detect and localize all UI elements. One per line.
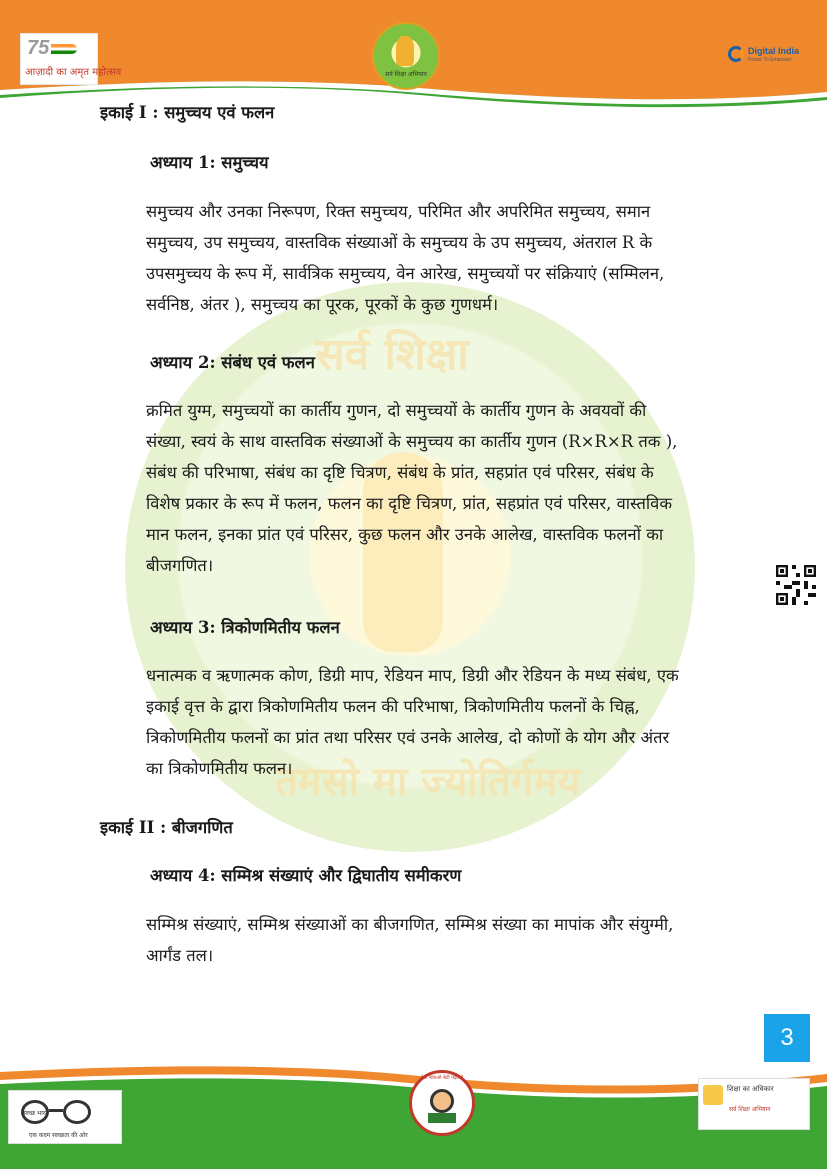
body-line: समुच्चय और उनका निरूपण, रिक्त समुच्चय, परिमित और अपरिमित समुच्चय, समान bbox=[146, 202, 651, 221]
body-line: मान फलन, इनका प्रांत एवं परिसर, कुछ फलन और उनके आलेख, वास्तविक फलनों का bbox=[146, 525, 664, 544]
torch-icon bbox=[396, 36, 414, 66]
body-line: विशेष प्रकार के रूप में फलन, फलन का दृष्टि चित्रण, प्रांत, सहप्रांत एवं परिसर, वास्तविक bbox=[146, 494, 672, 513]
header-band bbox=[0, 0, 827, 112]
seal-text: सर्व शिक्षा अभियान bbox=[385, 71, 427, 78]
chapter-title: अध्याय 2: संबंध एवं फलन bbox=[150, 353, 315, 372]
body-line: उपसमुच्चय के रूप में, सार्वत्रिक समुच्चय, वेन आरेख, समुच्चयों पर संक्रियाएं (सम्मिलन, bbox=[146, 264, 665, 283]
chapter-body bbox=[146, 909, 728, 971]
body-line: का त्रिकोणमितीय फलन। bbox=[146, 759, 293, 778]
chapter-body bbox=[146, 196, 728, 320]
logo-text: आज़ादी का अमृत महोत्सव bbox=[25, 67, 122, 78]
body-line: संबंध की परिभाषा, संबंध का दृष्टि चित्रण, संबंध के प्रांत, सहप्रांत एवं परिसर, संबंध के bbox=[146, 463, 654, 482]
body-line: समुच्चय, उप समुच्चय, वास्तविक संख्याओं के समुच्चय के उप समुच्चय, अंतराल R के bbox=[146, 233, 653, 252]
watermark-top-text: सर्व शिक्षा bbox=[315, 329, 469, 380]
swachh-tagline: एक कदम स्वच्छता की ओर bbox=[29, 1132, 88, 1139]
shiksha-ka-adhikar-logo bbox=[698, 1078, 810, 1130]
chapter-body bbox=[146, 660, 728, 784]
body-line: बीजगणित। bbox=[146, 556, 214, 575]
flag-icon bbox=[51, 44, 77, 54]
chapter-title: अध्याय 4: सम्मिश्र संख्याएं और द्विघातीय समीकरण bbox=[150, 866, 462, 885]
body-line: सर्वनिष्ठ, अंतर ), समुच्चय का पूरक, पूरकों के कुछ गुणधर्म। bbox=[146, 295, 499, 314]
unit-title: इकाई I : समुच्चय एवं फलन bbox=[100, 103, 275, 122]
logo-number: 75 bbox=[27, 37, 50, 59]
shiksha-tagline: सर्व शिक्षा अभियान bbox=[729, 1106, 771, 1113]
body-line: संख्या, स्वयं के साथ वास्तविक संख्याओं के समुच्चय का कार्तीय गुणन (R×R×R तक ), bbox=[146, 432, 678, 451]
book-icon bbox=[428, 1113, 456, 1123]
digital-india-text: Digital India bbox=[748, 46, 800, 56]
body-line: क्रमित युग्म, समुच्चयों का कार्तीय गुणन, दो समुच्चयों के कार्तीय गुणन के अवयवों की bbox=[146, 401, 647, 420]
chapter-body bbox=[146, 395, 728, 581]
children-reading-icon bbox=[703, 1085, 723, 1105]
body-line: सम्मिश्र संख्याएं, सम्मिश्र संख्याओं का बीजगणित, सम्मिश्र संख्या का मापांक और संयुग्मी, bbox=[146, 915, 674, 934]
chapter-title: अध्याय 3: त्रिकोणमितीय फलन bbox=[150, 618, 340, 637]
samagra-shiksha-seal-logo bbox=[372, 22, 440, 90]
swachh-bharat-logo bbox=[8, 1090, 122, 1144]
girl-icon bbox=[430, 1089, 454, 1113]
digital-india-logo bbox=[728, 44, 798, 70]
chapter-title: अध्याय 1: समुच्चय bbox=[150, 153, 269, 172]
swachh-text: स्वच्छ भारत bbox=[23, 1110, 49, 1117]
qr-code[interactable] bbox=[776, 565, 816, 605]
beti-text: बेटी बचाओ बेटी पढ़ाओ bbox=[420, 1075, 464, 1081]
body-line: आर्गंड तल। bbox=[146, 946, 214, 965]
shiksha-text: शिक्षा का अधिकार bbox=[727, 1085, 774, 1093]
body-line: त्रिकोणमितीय फलनों का प्रांत तथा परिसर एवं उनके आलेख, दो कोणों के योग और अंतर bbox=[146, 728, 670, 747]
page-number-badge: 3 bbox=[764, 1014, 810, 1062]
azadi-ka-amrit-mahotsav-logo bbox=[20, 33, 122, 85]
unit-title: इकाई II : बीजगणित bbox=[100, 818, 233, 837]
body-line: इकाई वृत्त के द्वारा त्रिकोणमितीय फलन की परिभाषा, त्रिकोणमितीय फलनों के चिह्न, bbox=[146, 697, 640, 716]
digital-india-tagline: Power To Empower bbox=[748, 57, 792, 63]
digital-india-icon bbox=[728, 46, 744, 62]
beti-bachao-logo bbox=[409, 1070, 475, 1136]
watermark-bottom-text: तमसो मा ज्योतिर्गमय bbox=[275, 759, 581, 805]
body-line: धनात्मक व ऋणात्मक कोण, डिग्री माप, रेडियन माप, डिग्री और रेडियन के मध्य संबंध, एक bbox=[146, 666, 679, 685]
